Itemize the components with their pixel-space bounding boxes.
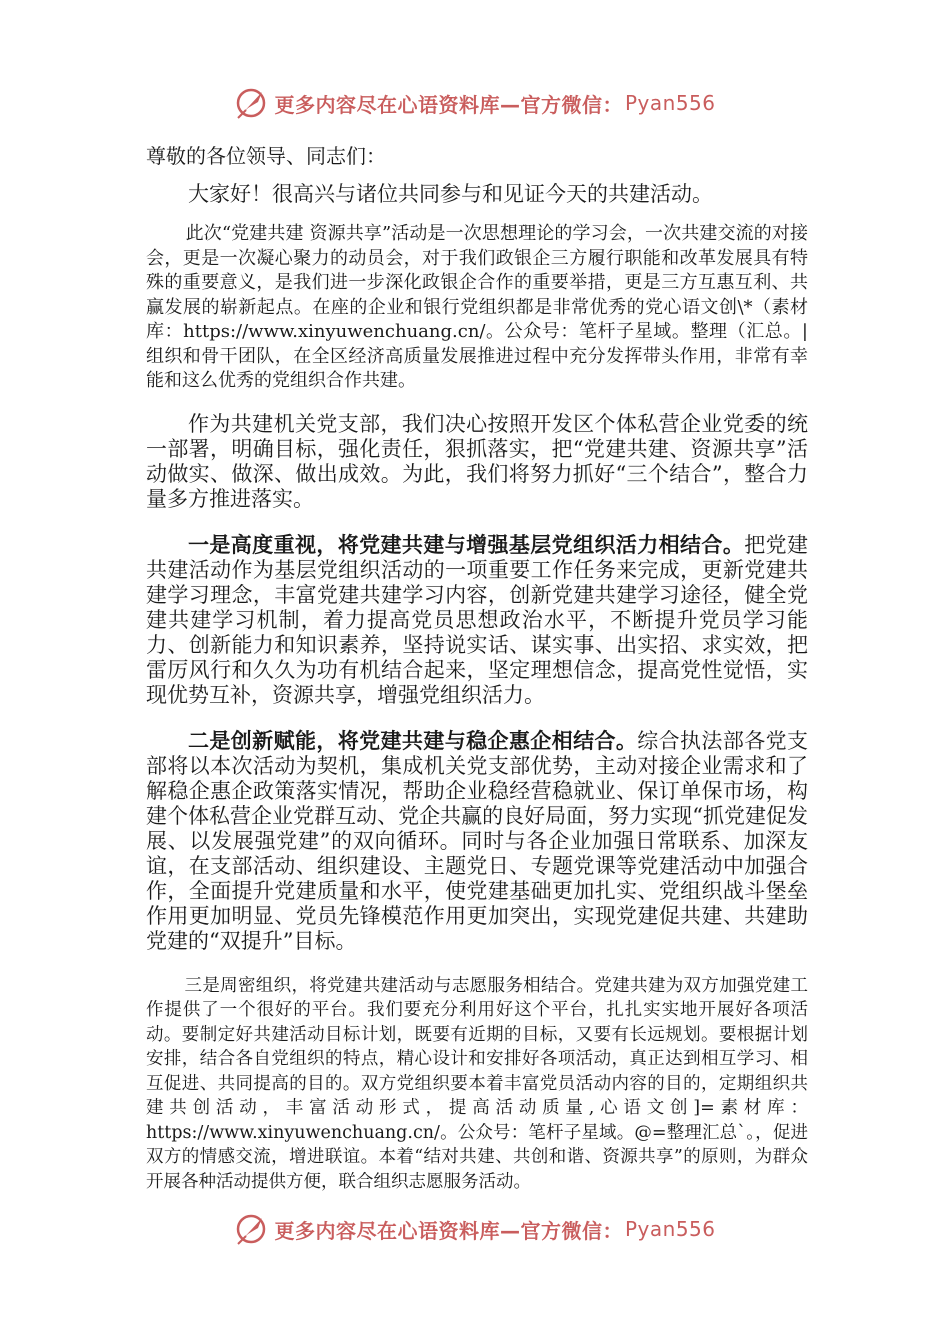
footer-watermark <box>0 1212 950 1246</box>
quill-logo-icon <box>234 1212 268 1246</box>
watermark-text: 更多内容尽在心语资料库—官方微信： <box>274 1218 623 1243</box>
point-two-heading: 二是创新赋能，将党建共建与稳企惠企相结合。 <box>188 727 638 753</box>
salutation: 尊敬的各位领导、同志们： <box>146 144 386 168</box>
watermark-id: Pyan556 <box>624 1217 716 1241</box>
paragraph-intro: 此次“党建共建 资源共享”活动是一次思想理论的学习会，一次共建交流的对接会，更是一次凝心聚力的动员会，对于我们政银企三方履行职能和改革发展具有特殊的重要意义，是我们进一步深化政银企合作的重要举措，更是三方互惠互利、共赢发展的崭新起点。在座的企业和银行党组织都是非常优秀的党心语文创\*（素材库：https://www.xinyuwenchuang.cn/。公众号：笔杆子星域。整理（汇总。|组织和骨干团队，在全区经济高质量发展推进过程中充分发挥带头作用，非常有幸能和这么优秀的党组织合作共建。 <box>146 223 808 391</box>
point-one-body: 把党建共建活动作为基层党组织活动的一项重要工作任务来完成，更新党建共建学习理念，丰富党建共建学习内容，创新党建共建学习途径，健全党建共建学习机制，着力提高党员思想政治水平，不断提升党员学习能力、创新能力和知识素养，坚持说实话、谋实事、出实招、求实效，把雷厉风行和久久为功有机结合起来，坚定理想信念，提高党性觉悟，实现优势互补，资源共享，增强党组织活力。 <box>146 532 809 707</box>
paragraph-point-three: 三是周密组织，将党建共建活动与志愿服务相结合。党建共建为双方加强党建工作提供了一个很好的平台。我们要充分利用好这个平台，扎扎实实地开展好各项活动。要制定好共建活动目标计划，既要有近期的目标，又要有长远规划。要根据计划安排，结合各自党组织的特点，精心设计和安排好各项活动，真正达到相互学习、相互促进、共同提高的目的。双方党组织要本着丰富党员活动内容的目的，定期组织共建共创活动，丰富活动形式，提高活动质量,心语文创]=素材库：https://www.xinyuwenchuang.cn/。公众号：笔杆子星域。@=整理汇总`。，促进双方的情感交流，增进联谊。本着“结对共建、共创和谐、资源共享”的原则，为群众开展各种活动提供方便，联合组织志愿服务活动。 <box>146 975 808 1192</box>
watermark-text: 更多内容尽在心语资料库—官方微信： <box>274 92 623 117</box>
point-two-body: 综合执法部各党支部将以本次活动为契机，集成机关党支部优势，主动对接企业需求和了解稳企惠企政策落实情况，帮助企业稳经营稳就业、保订单保市场，构建个体私营企业党群互动、党企共赢的良好局面，努力实现“抓党建促发展、以发展强党建”的双向循环。同时与各企业加强日常联系、加深友谊，在支部活动、组织建设、主题党日、专题党课等党建活动中加强合作，全面提升党建质量和水平，使党建基础更加扎实、党组织战斗堡垒作用更加明显、党员先锋模范作用更加突出，实现党建促共建、共建助党建的“双提升”目标。 <box>146 728 808 953</box>
paragraph-point-two <box>146 728 808 954</box>
watermark-id: Pyan556 <box>624 91 716 115</box>
point-one-heading: 一是高度重视，将党建共建与增强基层党组织活力相结合。 <box>188 531 745 557</box>
document-body <box>146 142 808 1194</box>
greeting: 大家好！很高兴与诸位共同参与和见证今天的共建活动。 <box>188 182 713 206</box>
paragraph-plan: 作为共建机关党支部，我们决心按照开发区个体私营企业党委的统一部署，明确目标，强化责任，狠抓落实，把“党建共建、资源共享”活动做实、做深、做出成效。为此，我们将努力抓好“三个结合”，整合力量多方推进落实。 <box>146 411 808 511</box>
quill-logo-icon <box>234 86 268 120</box>
paragraph-point-one <box>146 532 808 708</box>
header-watermark <box>0 86 950 120</box>
